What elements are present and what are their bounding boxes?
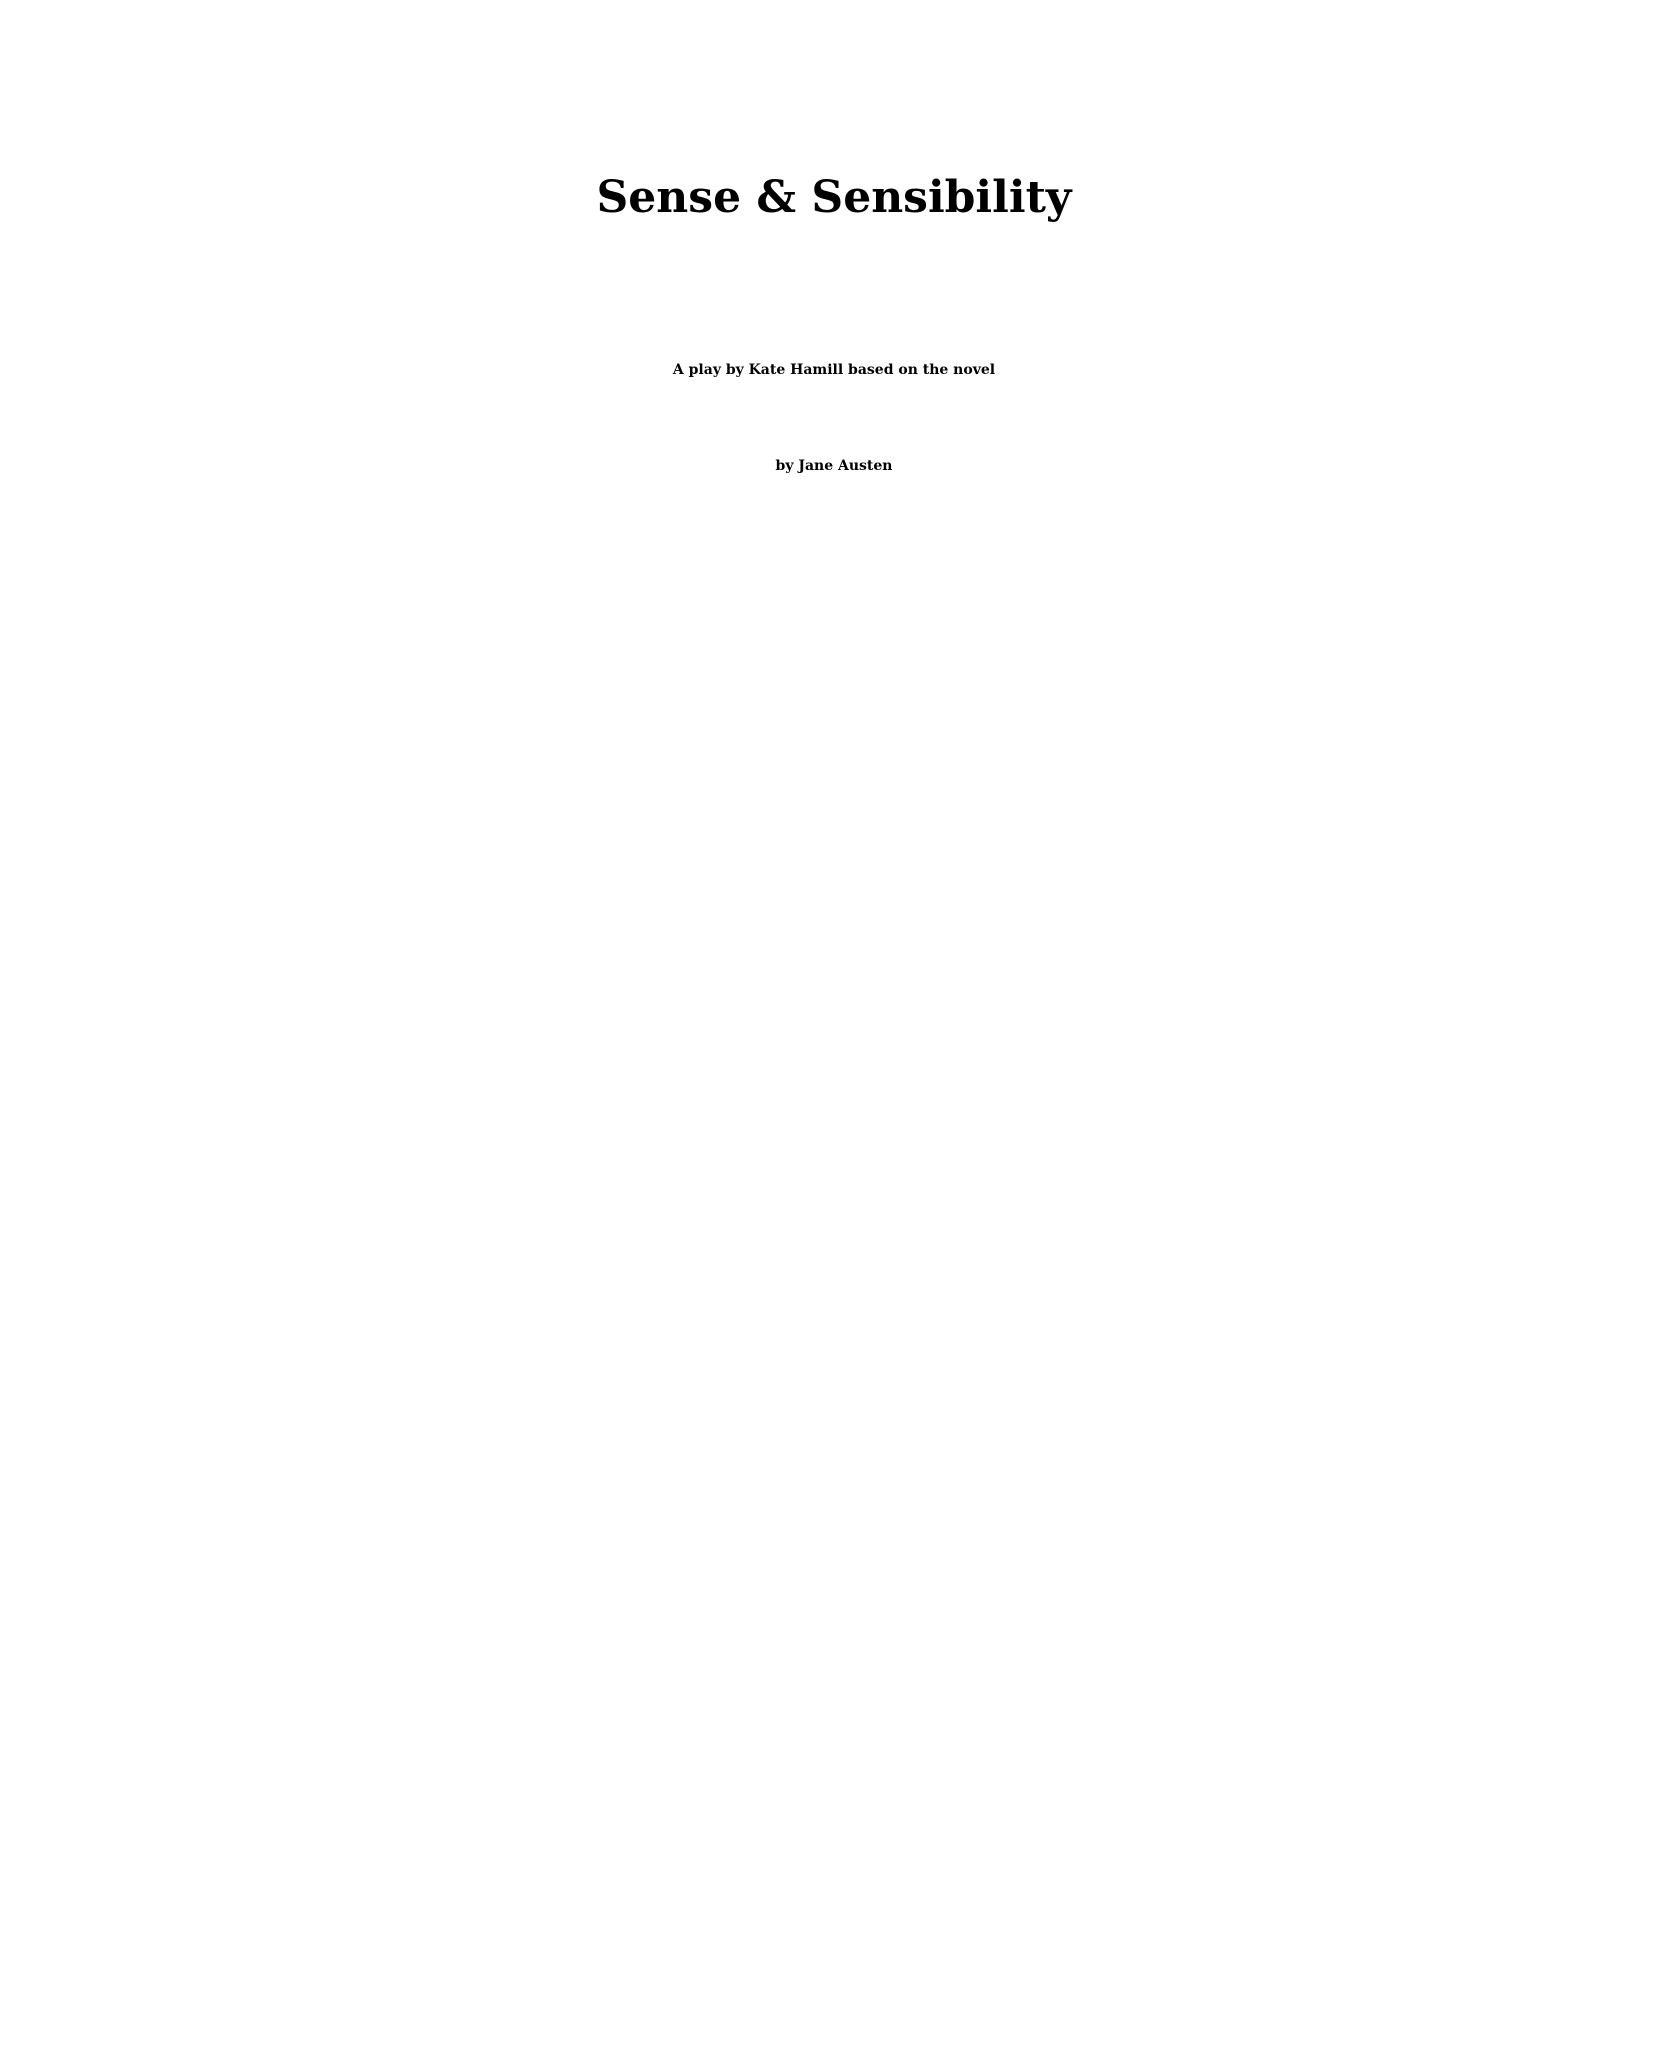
play-title: Sense & Sensibility: [596, 172, 1072, 223]
subtitle-line-2: by Jane Austen: [775, 458, 893, 474]
play-description: [0, 1106, 1668, 1381]
description-line-4: [0, 1271, 1668, 1326]
description-line-5: [0, 1326, 1668, 1381]
description-line-3: [0, 1216, 1668, 1271]
description-line-1: [0, 1106, 1668, 1161]
dates-line-2: [0, 634, 1668, 690]
subtitle-line-1: A play by Kate Hamill based on the novel: [672, 362, 996, 378]
description-line-2: [0, 1161, 1668, 1216]
play-subtitle: [0, 322, 1668, 514]
dates-line-1: [0, 578, 1668, 634]
performance-dates: [0, 578, 1668, 690]
